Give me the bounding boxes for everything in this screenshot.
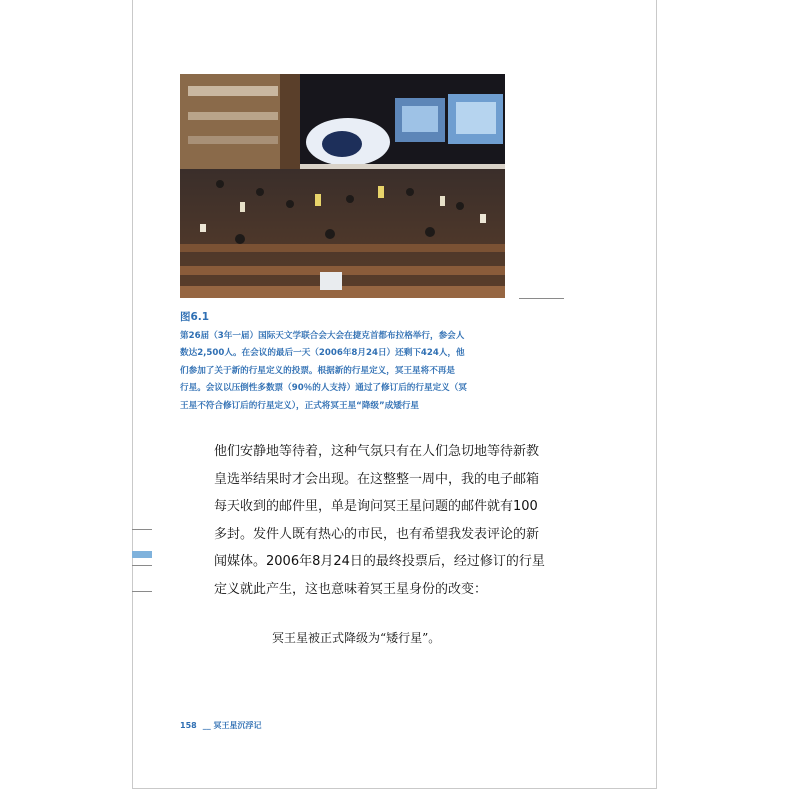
page-number: 158 — [180, 721, 197, 730]
margin-rule — [132, 529, 152, 530]
body-line: 皇选举结果时才会出现。在这整整一周中，我的电子邮箱 — [214, 471, 540, 487]
caption-line: 们参加了关于新的行星定义的投票。根据新的行星定义，冥王星将不再是 — [180, 365, 456, 376]
book-title: 冥王星沉浮记 — [213, 721, 262, 730]
body-paragraph — [214, 438, 594, 604]
body-line: 定义就此产生，这也意味着冥王星身份的改变： — [214, 581, 488, 597]
caption-line: 王星不符合修订后的行星定义），正式将冥王星“降级”成矮行星 — [180, 400, 420, 411]
conference-hall-image — [180, 74, 505, 298]
figure-label: 图6.1 — [180, 311, 210, 323]
figure-caption — [180, 310, 520, 415]
quote-line: 冥王星被正式降级为“矮行星”。 — [272, 631, 441, 645]
conference-photo — [180, 74, 505, 298]
body-line: 闻媒体。2006年8月24日的最终投票后，经过修订的行星 — [214, 554, 545, 570]
caption-line: 数达2,500人。在会议的最后一天（2006年8月24日）还剩下424人，他 — [180, 348, 465, 359]
margin-rule — [132, 591, 152, 592]
page-footer — [180, 720, 262, 731]
caption-line: 行星。会议以压倒性多数票（90％的人支持）通过了修订后的行星定义（冥 — [180, 383, 467, 394]
margin-rule — [132, 565, 152, 566]
margin-blue-tab — [132, 551, 152, 558]
caption-rule — [519, 298, 564, 299]
body-line: 多封。发件人既有热心的市民，也有希望我发表评论的新 — [214, 526, 540, 542]
body-line: 每天收到的邮件里，单是询问冥王星问题的邮件就有100 — [214, 499, 538, 515]
caption-line: 第26届（3年一届）国际天文学联合会大会在捷克首都布拉格举行，参会人 — [180, 331, 465, 341]
footer-separator: __ — [202, 721, 211, 730]
caption-text — [180, 328, 520, 415]
body-line: 他们安静地等待着，这种气氛只有在人们急切地等待新教 — [214, 444, 540, 459]
